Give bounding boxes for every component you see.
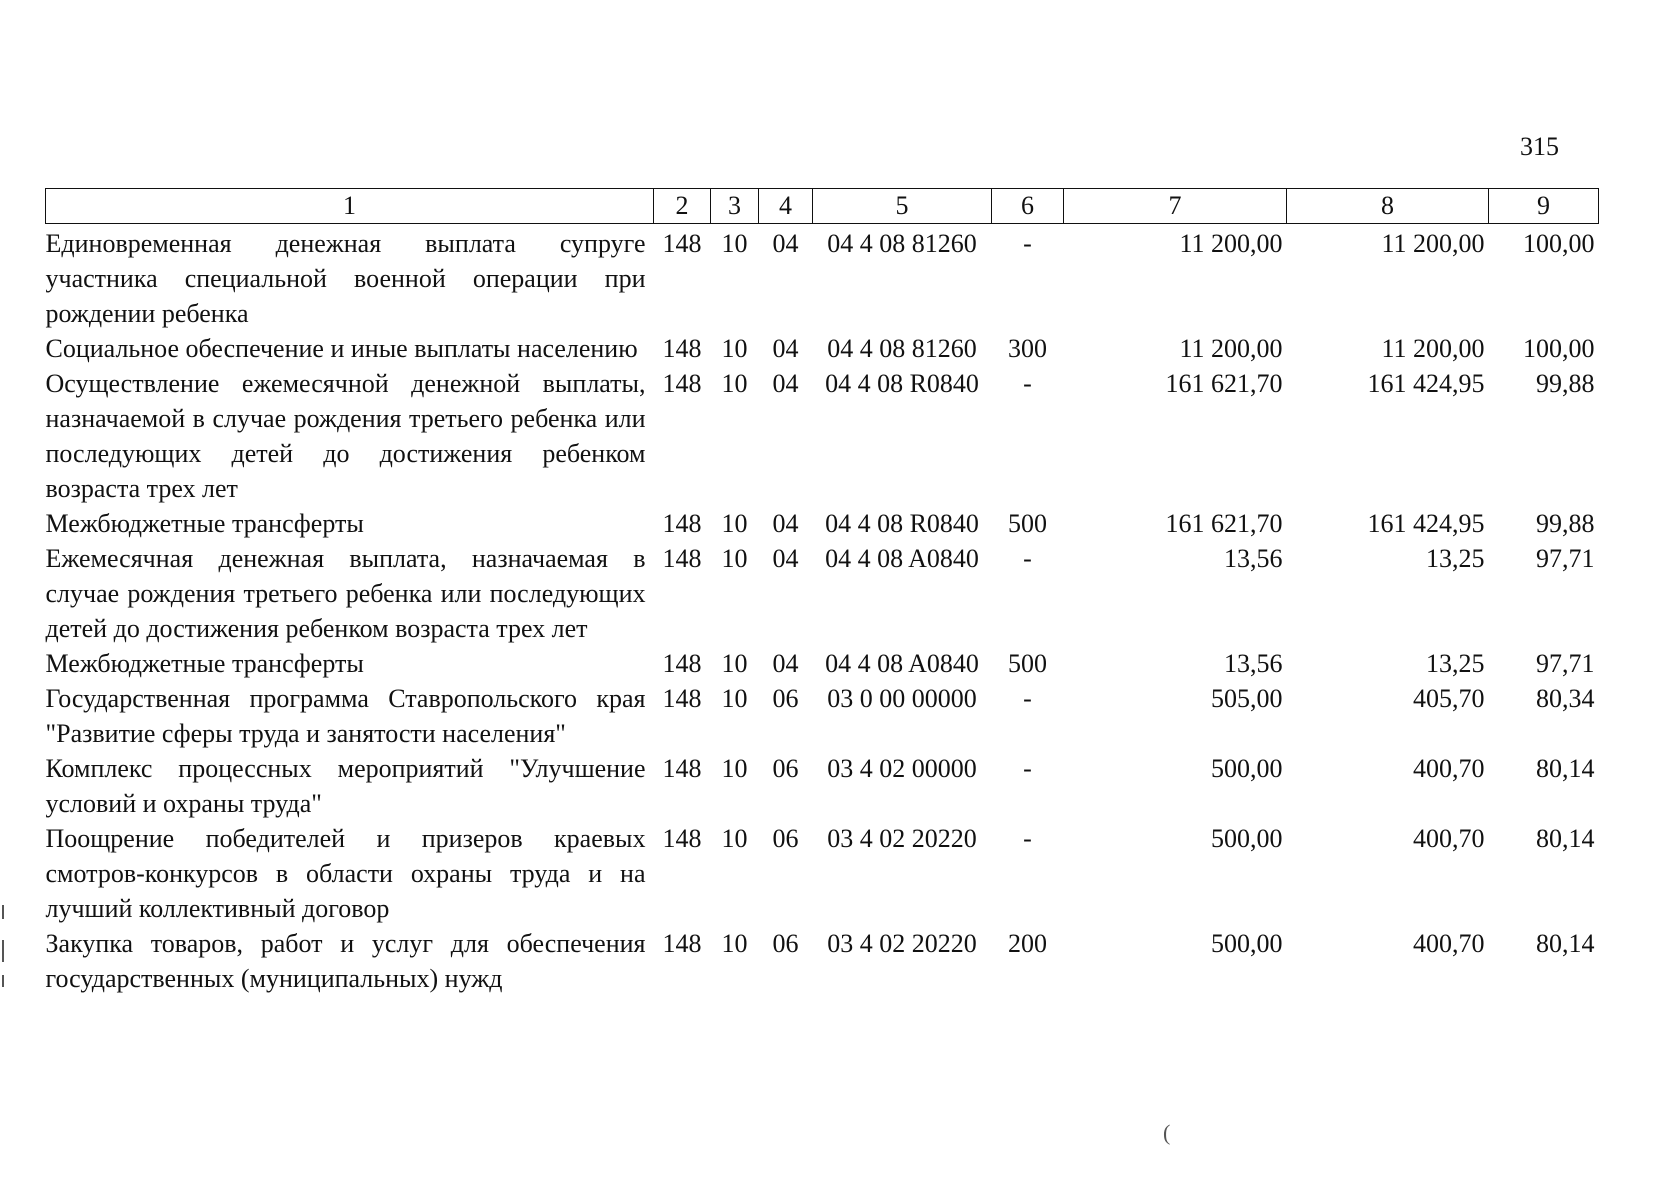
cell-planned-amount: 500,00	[1211, 929, 1283, 958]
cell-percent: 80,14	[1536, 754, 1595, 783]
cell-target-article: 04 4 08 A0840	[825, 544, 979, 573]
cell-target-article: 03 4 02 00000	[827, 754, 977, 783]
cell-planned-amount: 161 621,70	[1165, 509, 1283, 538]
cell-ministry-code: 148	[662, 229, 702, 258]
cell-planned-amount: 500,00	[1211, 754, 1283, 783]
cell-ministry-code: 148	[662, 929, 702, 958]
cell-executed-amount: 11 200,00	[1381, 229, 1485, 258]
cell-subsection: 04	[772, 544, 799, 573]
row-name: Единовременная денежная выплата супруге участника специальной военной операции при рождении ребенка	[45, 229, 646, 328]
cell-executed-amount: 400,70	[1413, 824, 1485, 853]
cell-ministry-code: 148	[662, 684, 702, 713]
cell-expense-type: 500	[1008, 509, 1047, 538]
cell-expense-type: -	[1023, 544, 1032, 573]
cell-section: 10	[721, 649, 748, 678]
row-name: Поощрение победителей и призеров краевых смотров-конкурсов в области охраны труда и на лучший коллективный договор	[45, 824, 646, 923]
cell-section: 10	[721, 229, 748, 258]
header-cell-8: 8	[1287, 189, 1489, 224]
budget-table	[45, 188, 1599, 996]
cell-target-article: 03 4 02 20220	[827, 929, 977, 958]
cell-subsection: 06	[772, 824, 799, 853]
table-row	[46, 506, 1599, 541]
cell-section: 10	[721, 684, 748, 713]
cell-subsection: 06	[772, 684, 799, 713]
cell-section: 10	[721, 754, 748, 783]
scan-edge-mark	[2, 975, 4, 987]
cell-expense-type: -	[1023, 824, 1032, 853]
header-cell-1: 1	[46, 189, 654, 224]
cell-expense-type: -	[1023, 369, 1032, 398]
cell-subsection: 06	[772, 754, 799, 783]
cell-ministry-code: 148	[662, 649, 702, 678]
table-row	[46, 821, 1599, 926]
cell-percent: 80,14	[1536, 929, 1595, 958]
cell-executed-amount: 11 200,00	[1381, 334, 1485, 363]
cell-subsection: 06	[772, 929, 799, 958]
table-row	[46, 751, 1599, 821]
cell-subsection: 04	[772, 369, 799, 398]
cell-ministry-code: 148	[662, 369, 702, 398]
page-number: 315	[1520, 132, 1559, 161]
row-name: Социальное обеспечение и иные выплаты населению	[45, 334, 638, 363]
header-cell-5: 5	[813, 189, 992, 224]
cell-percent: 80,34	[1536, 684, 1595, 713]
cell-expense-type: -	[1023, 229, 1032, 258]
cell-target-article: 04 4 08 81260	[827, 334, 977, 363]
header-row	[46, 189, 1599, 224]
cell-percent: 99,88	[1536, 509, 1595, 538]
cell-executed-amount: 13,25	[1426, 649, 1485, 678]
cell-planned-amount: 13,56	[1224, 649, 1283, 678]
cell-percent: 97,71	[1536, 649, 1595, 678]
scan-stray-mark: (	[1163, 1120, 1171, 1145]
cell-subsection: 04	[772, 649, 799, 678]
cell-target-article: 04 4 08 R0840	[825, 369, 979, 398]
cell-expense-type: 300	[1008, 334, 1047, 363]
row-name: Межбюджетные трансферты	[45, 649, 364, 678]
row-name: Ежемесячная денежная выплата, назначаемая в случае рождения третьего ребенка или последующих детей до достижения ребенком возраста трех лет	[45, 544, 646, 643]
cell-planned-amount: 11 200,00	[1179, 229, 1283, 258]
header-cell-6: 6	[992, 189, 1064, 224]
cell-executed-amount: 161 424,95	[1367, 509, 1485, 538]
cell-section: 10	[721, 544, 748, 573]
cell-ministry-code: 148	[662, 754, 702, 783]
cell-expense-type: -	[1023, 754, 1032, 783]
header-cell-4: 4	[759, 189, 813, 224]
cell-planned-amount: 505,00	[1211, 684, 1283, 713]
cell-percent: 99,88	[1536, 369, 1595, 398]
table-body	[46, 224, 1599, 997]
table-row	[46, 331, 1599, 366]
row-name: Комплекс процессных мероприятий "Улучшение условий и охраны труда"	[45, 754, 646, 818]
cell-target-article: 04 4 08 A0840	[825, 649, 979, 678]
cell-percent: 100,00	[1523, 229, 1595, 258]
table-header	[46, 189, 1599, 224]
header-cell-3: 3	[711, 189, 759, 224]
cell-target-article: 04 4 08 R0840	[825, 509, 979, 538]
cell-percent: 97,71	[1536, 544, 1595, 573]
cell-executed-amount: 13,25	[1426, 544, 1485, 573]
cell-ministry-code: 148	[662, 509, 702, 538]
cell-section: 10	[721, 824, 748, 853]
table-row	[46, 646, 1599, 681]
cell-section: 10	[721, 929, 748, 958]
table-row	[46, 681, 1599, 751]
cell-planned-amount: 161 621,70	[1165, 369, 1283, 398]
table-row	[46, 224, 1599, 332]
cell-percent: 80,14	[1536, 824, 1595, 853]
table-row	[46, 541, 1599, 646]
cell-subsection: 04	[772, 509, 799, 538]
cell-target-article: 03 0 00 00000	[827, 684, 977, 713]
table-row	[46, 366, 1599, 506]
cell-ministry-code: 148	[662, 824, 702, 853]
cell-executed-amount: 161 424,95	[1367, 369, 1485, 398]
cell-target-article: 04 4 08 81260	[827, 229, 977, 258]
table-row	[46, 926, 1599, 996]
cell-ministry-code: 148	[662, 334, 702, 363]
row-name: Осуществление ежемесячной денежной выплаты, назначаемой в случае рождения третьего ребенка или последующих детей до достижения ребенком возраста трех лет	[45, 369, 646, 503]
cell-planned-amount: 500,00	[1211, 824, 1283, 853]
scan-edge-mark	[2, 940, 4, 962]
cell-subsection: 04	[772, 334, 799, 363]
cell-section: 10	[721, 369, 748, 398]
cell-ministry-code: 148	[662, 544, 702, 573]
cell-percent: 100,00	[1523, 334, 1595, 363]
row-name: Межбюджетные трансферты	[45, 509, 364, 538]
cell-section: 10	[721, 509, 748, 538]
cell-planned-amount: 11 200,00	[1179, 334, 1283, 363]
cell-expense-type: -	[1023, 684, 1032, 713]
cell-expense-type: 200	[1008, 929, 1047, 958]
cell-subsection: 04	[772, 229, 799, 258]
cell-expense-type: 500	[1008, 649, 1047, 678]
cell-planned-amount: 13,56	[1224, 544, 1283, 573]
cell-executed-amount: 405,70	[1413, 684, 1485, 713]
header-cell-2: 2	[654, 189, 711, 224]
cell-target-article: 03 4 02 20220	[827, 824, 977, 853]
row-name: Закупка товаров, работ и услуг для обеспечения государственных (муниципальных) нужд	[45, 929, 646, 993]
scan-edge-mark	[2, 905, 4, 919]
cell-executed-amount: 400,70	[1413, 754, 1485, 783]
header-cell-7: 7	[1064, 189, 1287, 224]
row-name: Государственная программа Ставропольского края "Развитие сферы труда и занятости населения"	[45, 684, 646, 748]
cell-executed-amount: 400,70	[1413, 929, 1485, 958]
header-cell-9: 9	[1489, 189, 1599, 224]
cell-section: 10	[721, 334, 748, 363]
